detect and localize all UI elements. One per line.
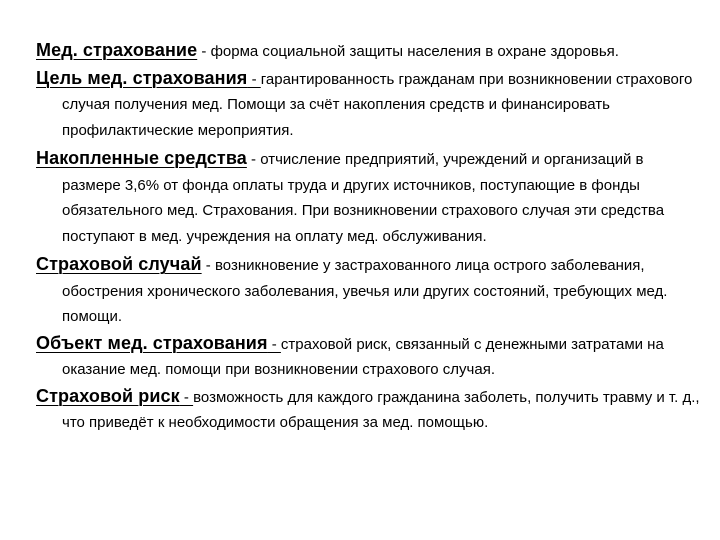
definition-entry-med-insurance <box>36 38 700 65</box>
definition-entry-insurance-risk <box>36 384 700 436</box>
definition-entry-accumulated-funds <box>36 146 700 249</box>
definition-text: страховой риск, связанный с денежными затратами на оказание мед. помощи при возникновении страхового случая. <box>62 335 664 378</box>
term-insurance-object: Объект мед. страхования <box>36 332 268 353</box>
term-med-insurance: Мед. страхование <box>36 40 198 60</box>
definition-text: гарантированность гражданам при возникновении страхового случая получения мед. Помощи за счёт накопления средств и финансировать профилактические мероприятия. <box>62 70 693 139</box>
term-insured-event: Страховой случай <box>36 254 202 274</box>
separator: - <box>201 257 215 274</box>
separator: - <box>246 151 261 168</box>
term-insurance-goal: Цель мед. страхования <box>36 67 248 88</box>
definition-text: возникновение у застрахованного лица острого заболевания, обострения хронического заболевания, увечья или других состояний, требующих мед. помощи. <box>62 257 668 325</box>
definition-text: возможность для каждого гражданина заболеть, получить травму и т. д., что приведёт к необходимости обращения за мед. помощью. <box>62 388 700 431</box>
term-accumulated-funds: Накопленные средства <box>36 148 247 168</box>
term-insurance-risk: Страховой риск <box>36 385 180 406</box>
definition-text: отчисление предприятий, учреждений и организаций в размере 3,6% от фонда оплаты труда и других источников, поступающие в фонды обязательного мед. Страхования. При возникновении страхового случая эти средства поступают в мед. учреждения на оплату мед. обслуживания. <box>62 151 665 245</box>
separator: - <box>247 70 261 88</box>
definition-text: форма социальной защиты населения в охране здоровья. <box>210 43 619 60</box>
separator: - <box>267 335 281 353</box>
separator: - <box>197 43 211 60</box>
definition-entry-insurance-object <box>36 331 700 383</box>
definition-entry-insurance-goal <box>36 66 700 144</box>
definition-entry-insured-event <box>36 252 700 330</box>
separator: - <box>179 388 194 406</box>
